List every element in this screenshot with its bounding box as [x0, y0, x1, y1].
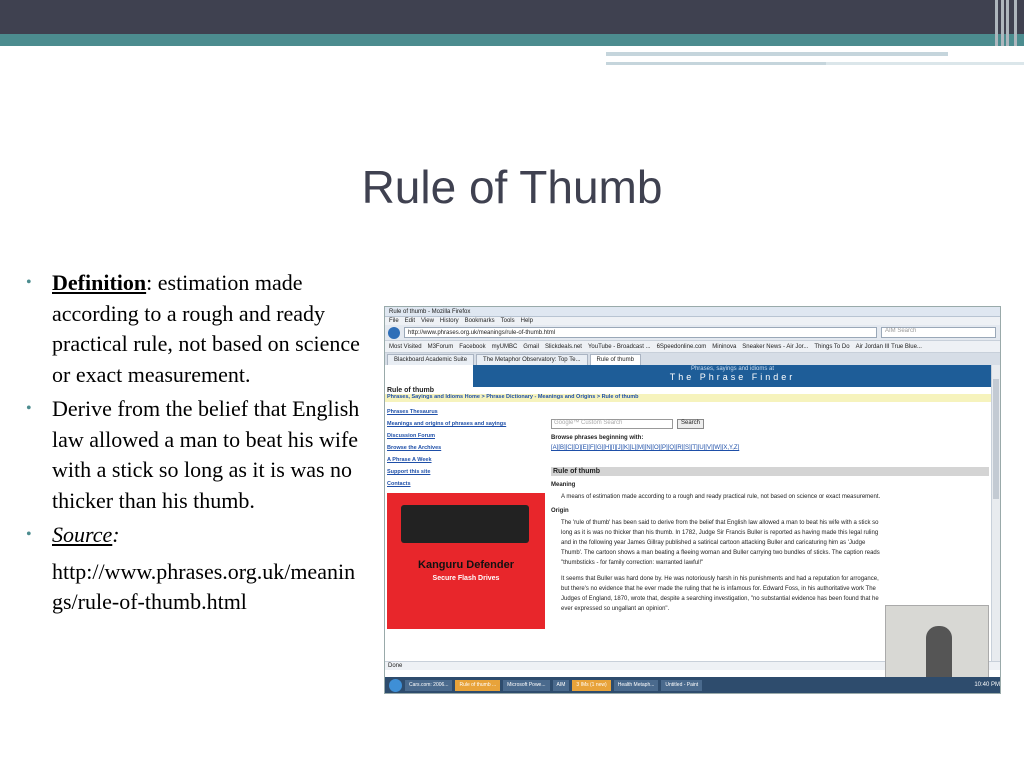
bookmark-item[interactable]: Mininova: [712, 343, 737, 350]
bookmark-item[interactable]: Most Visited: [389, 343, 422, 350]
nav-link[interactable]: Support this site: [387, 469, 431, 475]
page-content: [385, 365, 1000, 661]
url-field[interactable]: [404, 327, 877, 338]
bookmark-item[interactable]: Facebook: [459, 343, 486, 350]
start-orb-icon[interactable]: [389, 679, 402, 692]
definition-label: Definition: [52, 270, 147, 295]
clock: 10:40 PM: [974, 682, 1000, 688]
site-header: [473, 365, 992, 387]
bookmark-item[interactable]: M3Forum: [427, 343, 454, 350]
nav-link[interactable]: Browse the Archives: [387, 445, 442, 451]
definition-text: : estimation made according to a rough and ready practical rule, not based on science or exact measurement.: [52, 270, 360, 387]
decor-line: [606, 62, 826, 65]
bullet-derive: [26, 394, 361, 516]
top-band: [0, 0, 1024, 34]
nav-link[interactable]: A Phrase A Week: [387, 457, 432, 463]
bookmark-item[interactable]: Things To Do: [814, 343, 850, 350]
nav-link[interactable]: Meanings and origins of phrases and sayings: [387, 421, 507, 427]
search-button[interactable]: Search: [677, 419, 704, 429]
site-search: [551, 419, 989, 429]
scrollbar-thumb[interactable]: [993, 379, 999, 499]
bookmark-item[interactable]: YouTube - Broadcast ...: [587, 343, 651, 350]
ad-subtitle: Secure Flash Drives: [432, 575, 500, 582]
taskbar-item[interactable]: AIM: [553, 680, 570, 691]
bookmark-item[interactable]: Air Jordan III True Blue...: [855, 343, 922, 350]
status-text: Done: [388, 663, 403, 669]
nav-link[interactable]: Phrases Thesaurus: [387, 409, 438, 415]
taskbar: [385, 677, 1001, 693]
decor-bars: [995, 0, 1024, 46]
nav-link[interactable]: Contacts: [387, 481, 411, 487]
window-title: Rule of thumb - Mozilla Firefox: [389, 308, 471, 315]
origin-text: The 'rule of thumb' has been said to derive from the belief that English law allowed a man to beat his wife with a stick so long as it is was no thicker than his thumb. In 1782, Judge Sir Francis Buller is reported as having made this legal ruling and in the following year James Gillray published a satirical cartoon attacking Buller and caricaturing him as 'Judge Thumb'. The cartoon shows a man beating a fleeing woman and Buller carrying two bundles of sticks. The caption reads "thumbsticks - for family correction: warranted lawful!": [561, 520, 880, 566]
menu-edit[interactable]: Edit: [404, 318, 416, 324]
back-arrow-icon[interactable]: [388, 327, 400, 339]
page-title: Rule of thumb: [387, 387, 435, 394]
menu-bookmarks[interactable]: Bookmarks: [464, 318, 495, 324]
origin-text: It seems that Buller was hard done by. He was notoriously harsh in his punishments and had a reputation for arrogance, but there's no evidence that he ever made the ruling that he is infamous for. Edward Foss, in his authoritative work The Judges of England, 1870, wrote that, despite a searching investigation, "no substantial evidence has been found that he ever expressed so ungallant an opinion".: [561, 576, 879, 612]
taskbar-item[interactable]: Cars.com: 2006...: [405, 680, 452, 691]
bullet-source: [26, 520, 361, 551]
tab-metaphor[interactable]: The Metaphor Observatory: Top Te...: [476, 354, 588, 365]
usb-drive-icon: [401, 505, 529, 543]
derive-text: Derive from the belief that English law allowed a man to beat his wife with a stick so long as it is was no thicker than his thumb.: [52, 396, 360, 513]
menu-file[interactable]: File: [389, 318, 399, 324]
tab-rule-of-thumb[interactable]: Rule of thumb: [590, 354, 641, 365]
bullet-list: [26, 268, 361, 618]
source-label: Source: [52, 522, 113, 547]
scrollbar[interactable]: [991, 365, 1000, 661]
nav-toolbar: [385, 325, 1000, 341]
browser-screenshot: [384, 306, 1001, 694]
decor-line: [826, 62, 1024, 65]
nav-link[interactable]: Discussion Forum: [387, 433, 435, 439]
menu-tools[interactable]: Tools: [500, 318, 515, 324]
menu-view[interactable]: View: [421, 318, 434, 324]
bookmark-item[interactable]: Sneaker News - Air Jor...: [742, 343, 809, 350]
bookmarks-bar: [385, 341, 1000, 353]
bookmark-item[interactable]: Slickdeals.net: [544, 343, 582, 350]
breadcrumb[interactable]: Phrases, Sayings and Idioms Home > Phrase Dictionary - Meanings and Origins > Rule of thumb: [385, 394, 1000, 402]
meaning-text: A means of estimation made according to a rough and ready practical rule, not based on science or exact measurement.: [561, 494, 881, 500]
bookmark-item[interactable]: Gmail: [523, 343, 539, 350]
taskbar-item[interactable]: Microsoft Powe...: [503, 680, 549, 691]
main-column: [551, 419, 989, 620]
decor-line: [606, 52, 948, 56]
accent-band: [0, 34, 1024, 46]
site-tagline: Phrases, sayings and idioms at: [690, 366, 775, 372]
site-search-input[interactable]: Google™ Custom Search: [551, 419, 673, 429]
site-nav: [387, 409, 547, 493]
bullet-icon: •: [26, 274, 32, 291]
source-url[interactable]: http://www.phrases.org.uk/meanings/rule-of-thumb.html: [52, 558, 356, 614]
bullet-icon: •: [26, 400, 32, 417]
url-text: http://www.phrases.org.uk/meanings/rule-of-thumb.html: [408, 329, 556, 336]
menu-bar: [385, 317, 1000, 325]
taskbar-item[interactable]: Untitled - Paint: [661, 680, 702, 691]
search-input[interactable]: AIM Search: [881, 327, 996, 338]
window-titlebar: [385, 307, 1000, 317]
letter-index[interactable]: [A][B][C][D][E][F][G][H][I][J][K][L][M][N][O][P][Q][R][S][T][U][V][W][X,Y,Z]: [551, 445, 740, 451]
bookmark-item[interactable]: myUMBC: [491, 343, 518, 350]
meaning-label: Meaning: [551, 482, 576, 488]
taskbar-item[interactable]: Health Metaph...: [614, 680, 659, 691]
tab-strip: [385, 353, 1000, 365]
bullet-definition: [26, 268, 361, 390]
section-title: Rule of thumb: [551, 467, 989, 476]
menu-history[interactable]: History: [439, 318, 459, 324]
bullet-icon: •: [26, 526, 32, 543]
ad-banner[interactable]: [387, 493, 545, 629]
slide-title: Rule of Thumb: [361, 161, 663, 213]
ad-title: Kanguru Defender: [418, 559, 514, 571]
taskbar-item[interactable]: 3 IMs (1 new): [572, 680, 610, 691]
site-name: The Phrase Finder: [669, 372, 796, 382]
source-colon: :: [112, 522, 120, 547]
taskbar-item[interactable]: Rule of thumb ...: [455, 680, 500, 691]
browse-label: Browse phrases beginning with:: [551, 435, 644, 441]
bookmark-item[interactable]: 6Speedonline.com: [656, 343, 707, 350]
tab-blackboard[interactable]: Blackboard Academic Suite: [387, 354, 474, 365]
menu-help[interactable]: Help: [520, 318, 533, 324]
origin-label: Origin: [551, 508, 569, 514]
